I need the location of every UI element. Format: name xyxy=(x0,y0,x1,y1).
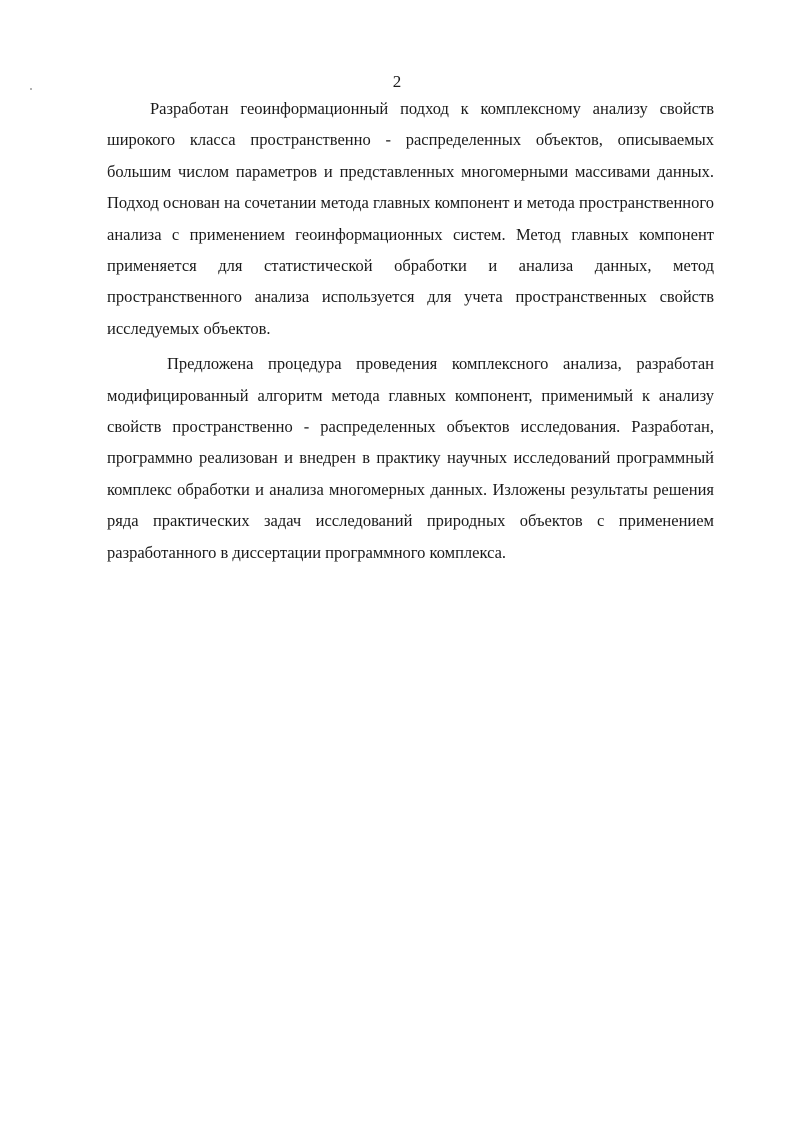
document-body xyxy=(107,93,714,568)
paragraph-procedure: Предложена процедура проведения комплексного анализа, разработан модифицированный алгоритм метода главных компонент, применимый к анализу свойств пространственно - распределенных объектов исследования. Разработан, программно реализован и внедрен в практику научных исследований программный комплекс обработки и анализа многомерных данных. Изложены результаты решения ряда практических задач исследований природных объектов с применением разработанного в диссертации программного комплекса. xyxy=(107,354,714,562)
paragraph-approach: Разработан геоинформационный подход к комплексному анализу свойств широкого класса пространственно - распределенных объектов, описываемых большим числом параметров и представленных многомерными массивами данных. Подход основан на сочетании метода главных компонент и метода пространственного анализа с применением геоинформационных систем. Метод главных компонент применяется для статистической обработки и анализа данных, метод пространственного анализа используется для учета пространственных свойств исследуемых объектов. xyxy=(107,99,714,338)
page-number: 2 xyxy=(392,72,402,91)
